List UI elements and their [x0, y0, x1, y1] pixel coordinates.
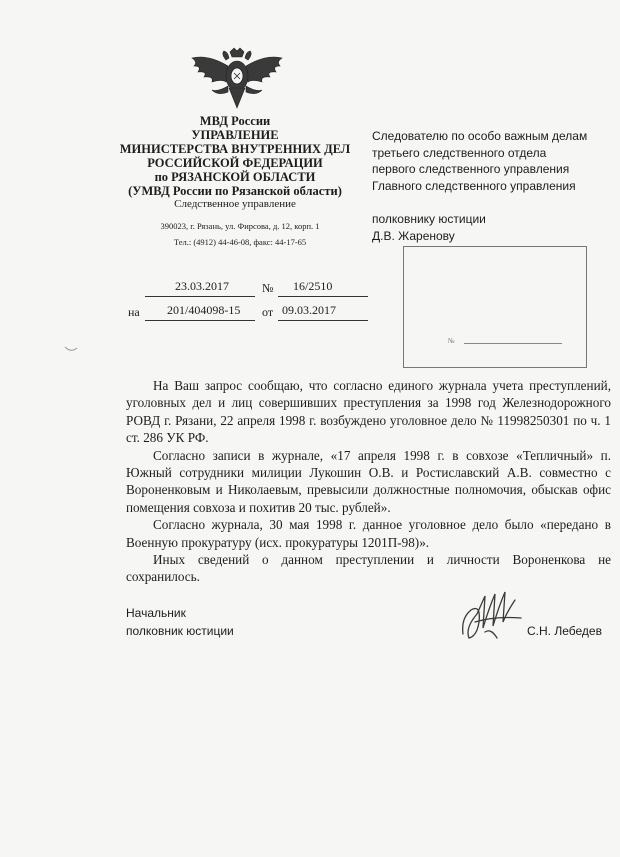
- addressee-line3: первого следственного управления: [372, 162, 570, 176]
- reference-date: 09.03.2017: [282, 303, 336, 317]
- stamp-line: [464, 343, 562, 344]
- letterhead-department: Следственное управление: [174, 198, 296, 210]
- addressee-name: Д.В. Жаренову: [372, 228, 455, 243]
- letterhead-address: 390023, г. Рязань, ул. Фирсова, д. 12, корп. 1: [160, 221, 320, 231]
- letterhead-line4: РОССИЙСКОЙ ФЕДЕРАЦИИ: [147, 156, 323, 170]
- addressee-line4: Главного следственного управления: [372, 178, 576, 193]
- body-paragraph-1: На Ваш запрос сообщаю, что согласно единого журнала учета преступлений, уголовных дел и лиц совершивших преступления за 1998 год Железнодорожного РОВД г. Рязани, 22 апреля 1998 г. возбуждено уголовное дело № 11998250301 по ч. 1 ст. 286 УК РФ.: [126, 378, 611, 446]
- reference-number: 201/404098-15: [167, 303, 241, 317]
- signatory-name: С.Н. Лебедев: [527, 624, 602, 638]
- signatory-title: Начальник: [126, 606, 186, 620]
- number-label: №: [262, 281, 274, 295]
- reference-date-underline: [278, 320, 368, 321]
- letterhead-line1: МВД России: [199, 114, 271, 128]
- signatory-rank: полковник юстиции: [126, 624, 234, 638]
- outgoing-date-underline: [145, 296, 255, 297]
- registration-stamp-box: №: [403, 246, 587, 368]
- outgoing-number-underline: [278, 296, 368, 297]
- handwritten-signature-icon: [455, 588, 527, 652]
- letterhead-line5: по РЯЗАНСКОЙ ОБЛАСТИ: [154, 170, 316, 184]
- body-paragraph-3: Согласно журнала, 30 мая 1998 г. данное уголовное дело было «передано в Военную прокуратуру (исх. прокуратуры 1201П-98)».: [126, 517, 611, 550]
- body-paragraph-2: Согласно записи в журнале, «17 апреля 1998 г. в совхозе «Тепличный» п. Южный сотрудники милиции Лукошин О.В. и Ростиславский А.В. совместно с Вороненковым и Николаевым, превысили должностные полномочия, обыскав офис помещения совхоза и похитив 20 тыс. рублей».: [126, 447, 611, 515]
- letterhead-phone: Тел.: (4912) 44-46-08, факс: 44-17-65: [173, 237, 307, 247]
- addressee-line2: третьего следственного отдела: [372, 145, 547, 160]
- on-label: на: [128, 305, 140, 319]
- addressee-rank: полковнику юстиции: [372, 212, 486, 226]
- addressee-block: [372, 128, 617, 244]
- letterhead-line2: УПРАВЛЕНИЕ: [191, 128, 279, 142]
- addressee-line1: Следователю по особо важным делам: [372, 129, 588, 143]
- outgoing-date: 23.03.2017: [175, 279, 229, 293]
- from-label: от: [262, 305, 274, 319]
- reference-number-underline: [145, 320, 255, 321]
- letterhead-line3: МИНИСТЕРСТВА ВНУТРЕННИХ ДЕЛ: [119, 142, 351, 156]
- eagle-emblem-icon: [188, 46, 286, 112]
- letter-body: [126, 377, 611, 586]
- outgoing-number: 16/2510: [293, 279, 333, 293]
- letterhead-line6: (УМВД России по Рязанской области): [128, 184, 342, 198]
- margin-mark-icon: [64, 346, 78, 352]
- body-paragraph-4: Иных сведений о данном преступлении и личности Вороненкова не сохранилось.: [126, 552, 611, 585]
